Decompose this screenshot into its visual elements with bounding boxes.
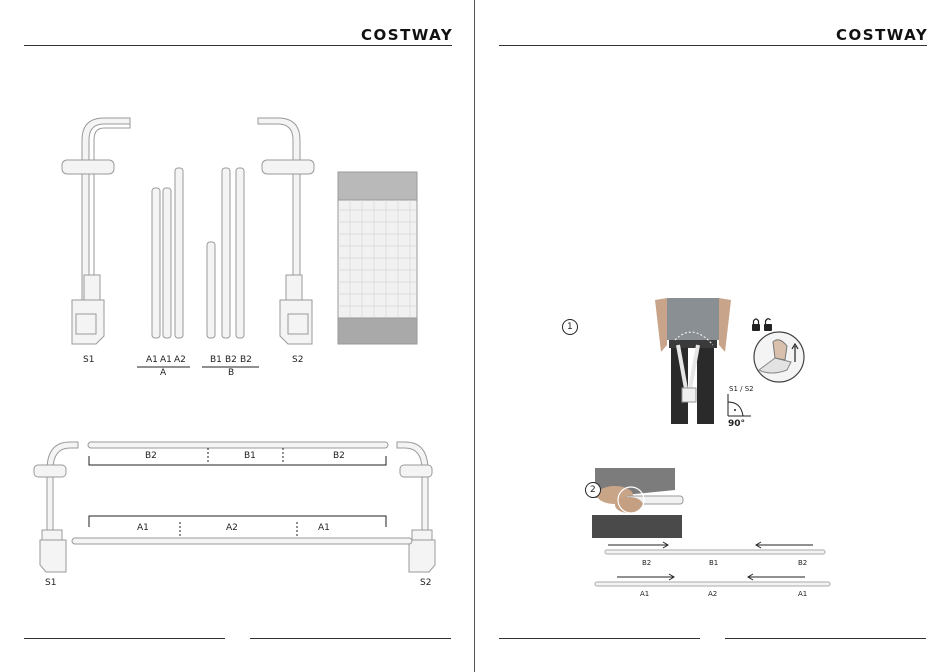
part-a1-label-2: A1 xyxy=(160,355,172,365)
footer-rule-left-2 xyxy=(499,638,700,639)
b-row-tube xyxy=(605,550,825,554)
group-a-label: A xyxy=(160,368,167,378)
bottom-segment-a1-left: A1 xyxy=(137,523,149,533)
step1-angle-label: 90° xyxy=(728,419,746,429)
b-row-b2-right: B2 xyxy=(798,559,808,567)
a-row-a1-left: A1 xyxy=(640,590,650,598)
part-a1-label: A1 xyxy=(146,355,158,365)
brand-logo-right: COSTWAY xyxy=(836,26,929,44)
a-row-a1-right: A1 xyxy=(798,590,808,598)
part-b1-label: B1 xyxy=(210,355,222,365)
frame-s2-label: S2 xyxy=(420,578,432,588)
step2-number: 2 xyxy=(590,485,596,495)
s2-frame-base xyxy=(409,540,435,572)
right-page xyxy=(475,0,950,672)
step2-illustration xyxy=(475,0,950,672)
brand-logo: COSTWAY xyxy=(361,26,454,44)
group-b-label: B xyxy=(228,368,235,378)
part-b2-label: B2 xyxy=(225,355,237,365)
footer-rule-left xyxy=(24,638,225,639)
s1-frame-base xyxy=(40,540,66,572)
b-row-b2-left: B2 xyxy=(642,559,652,567)
top-rail xyxy=(88,442,388,448)
frame-s1-label: S1 xyxy=(45,578,57,588)
footer-rule-right-2 xyxy=(725,638,926,639)
bottom-segment-a1-right: A1 xyxy=(318,523,330,533)
top-segment-b1: B1 xyxy=(244,451,256,461)
part-a2-label: A2 xyxy=(174,355,186,365)
s1-label: S1 xyxy=(83,355,95,365)
step1-number: 1 xyxy=(567,322,573,332)
bottom-segment-a2: A2 xyxy=(226,523,238,533)
step2-photo xyxy=(592,468,683,538)
top-segment-b2-left: B2 xyxy=(145,451,157,461)
step1-legs-label: S1 / S2 xyxy=(729,385,754,393)
bottom-rail xyxy=(72,538,412,544)
b-row-b1: B1 xyxy=(709,559,719,567)
a-row-a2: A2 xyxy=(708,590,718,598)
top-segment-b2-right: B2 xyxy=(333,451,345,461)
s2-label: S2 xyxy=(292,355,304,365)
a-row-tube xyxy=(595,582,830,586)
footer-rule-right xyxy=(250,638,451,639)
part-b2-label-2: B2 xyxy=(240,355,252,365)
